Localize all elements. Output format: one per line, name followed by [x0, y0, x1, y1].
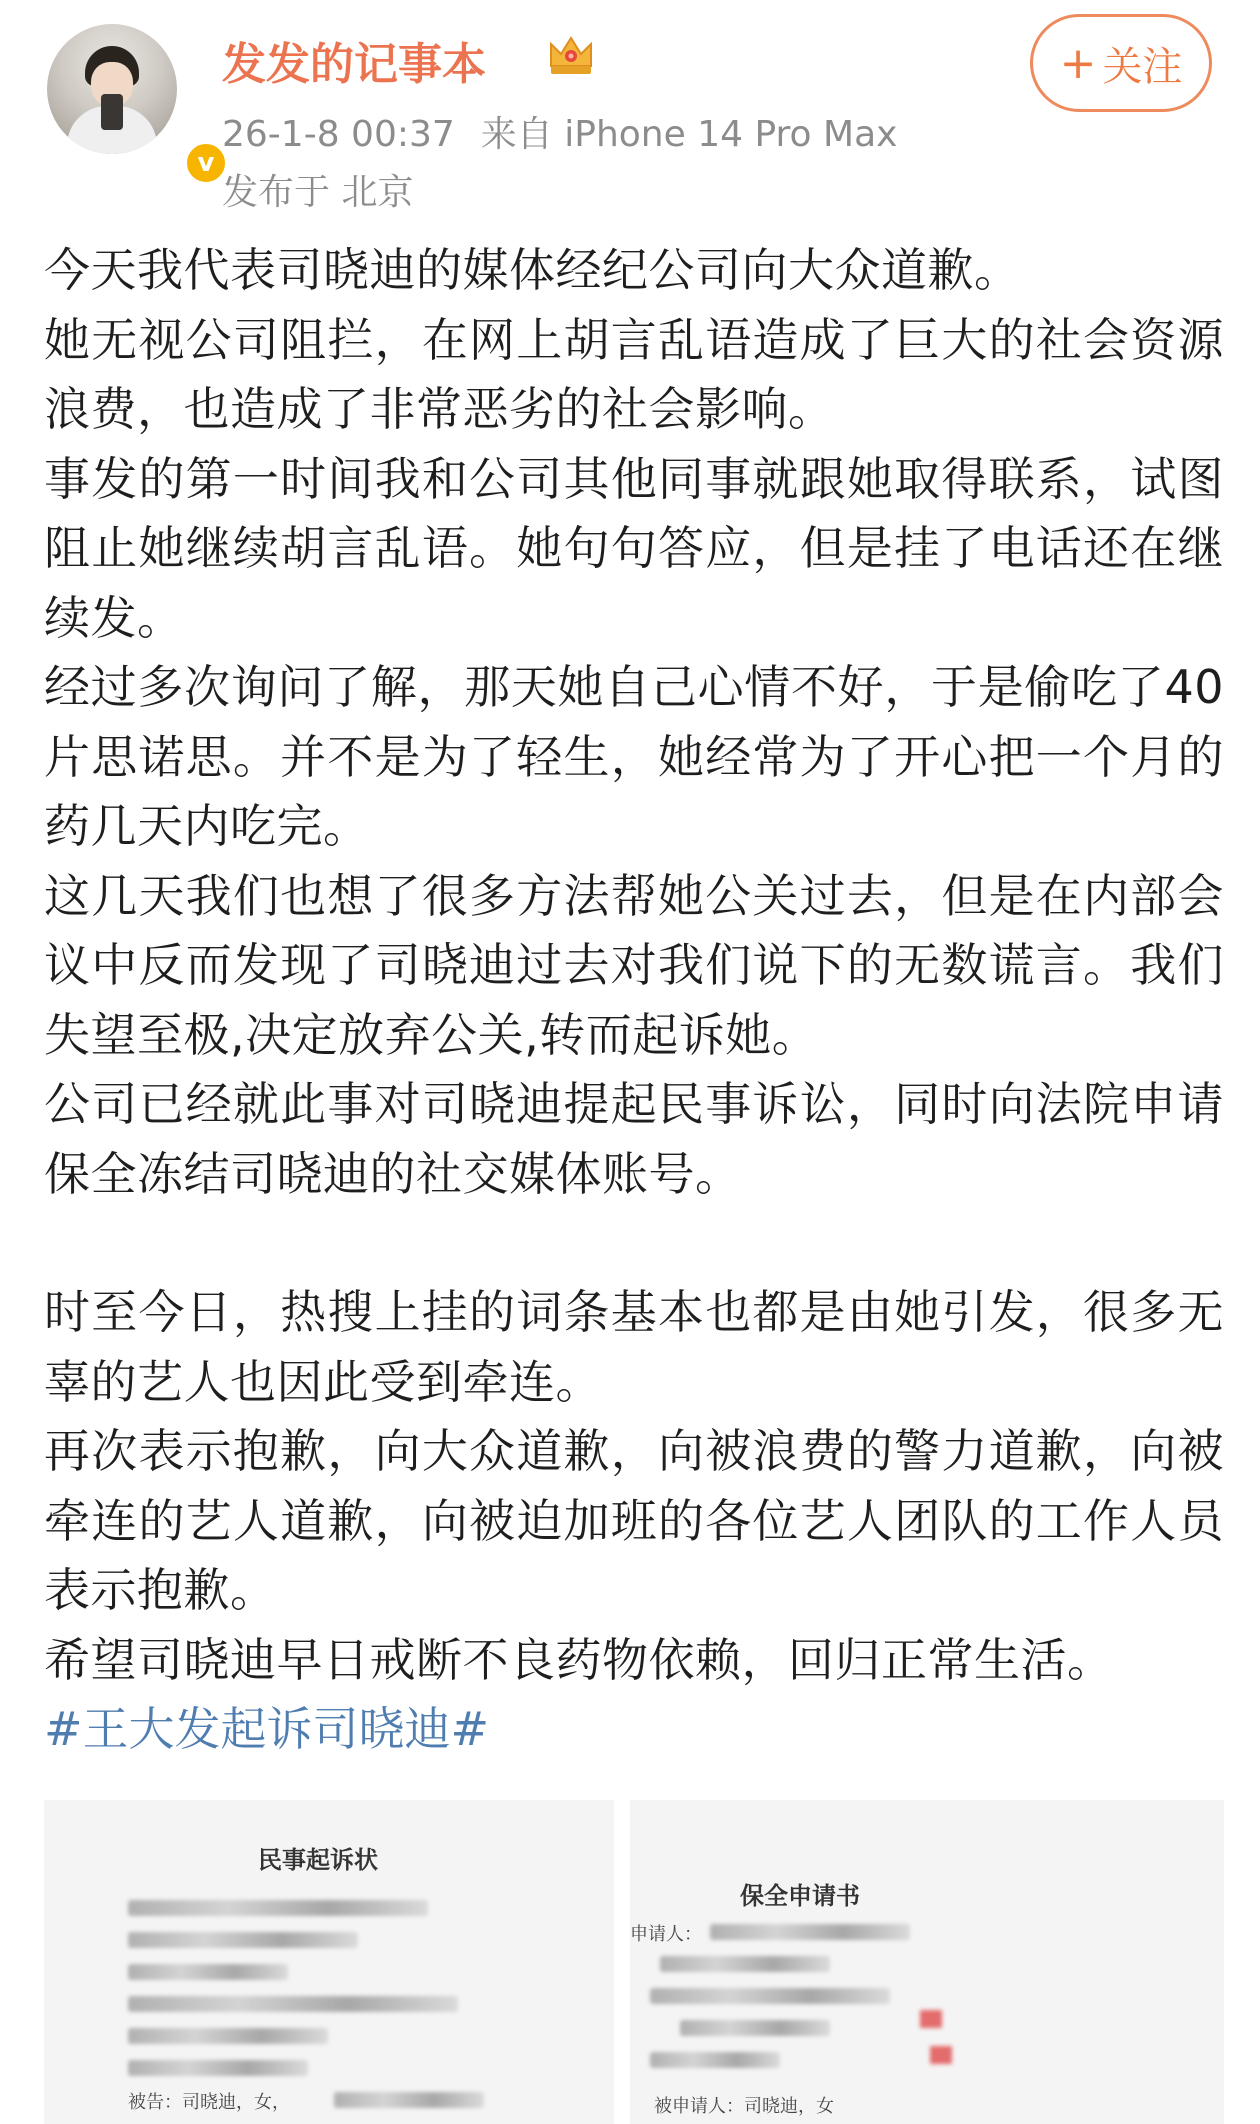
verified-badge-icon: v [183, 140, 229, 186]
crown-icon [545, 28, 597, 80]
avatar[interactable] [47, 24, 215, 178]
post-paragraph-8: 再次表示抱歉，向大众道歉，向被浪费的警力道歉，向被牵连的艺人道歉，向被迫加班的各位艺人团队的工作人员表示抱歉。 [44, 1424, 1224, 1617]
username[interactable]: 发发的记事本 [222, 39, 486, 90]
post-paragraph-6: 公司已经就此事对司晓迪提起民事诉讼，同时向法院申请保全冻结司晓迪的社交媒体账号。 [44, 1077, 1224, 1201]
post-location: 发布于 北京 [222, 172, 414, 213]
image-preservation-application[interactable] [630, 1800, 1224, 2124]
hashtag-link[interactable]: #王大发起诉司晓迪# [44, 1702, 490, 1756]
post-paragraph-4: 经过多次询问了解，那天她自己心情不好，于是偷吃了40片思诺思。并不是为了轻生，她经常为了开心把一个月的药几天内吃完。 [44, 660, 1224, 853]
post-paragraph-1: 今天我代表司晓迪的媒体经纪公司向大众道歉。 [44, 243, 1021, 297]
post-text [44, 236, 1224, 1765]
post-header [0, 0, 1260, 213]
document-label-bottom: 被申请人：司晓迪，女 [654, 2096, 834, 2117]
document-label: 被告：司晓迪，女， [128, 2092, 290, 2113]
post-images [44, 1800, 1224, 2124]
post-paragraph-9: 希望司晓迪早日戒断不良药物依赖，回归正常生活。 [44, 1632, 1114, 1687]
plus-icon: + [1059, 37, 1097, 89]
post-source: 来自 iPhone 14 Pro Max [480, 114, 898, 155]
document-title: 民事起诉状 [258, 1845, 378, 1874]
follow-button[interactable] [1030, 14, 1212, 112]
follow-label: 关注 [1102, 43, 1183, 90]
post-paragraph-2: 她无视公司阻拦，在网上胡言乱语造成了巨大的社会资源浪费，也造成了非常恶劣的社会影响。 [44, 312, 1224, 436]
post-meta [222, 106, 897, 157]
document-label-top: 申请人： [630, 1924, 702, 1945]
post-paragraph-3: 事发的第一时间我和公司其他同事就跟她取得联系，试图阻止她继续胡言乱语。她句句答应，但是挂了电话还在继续发。 [44, 451, 1224, 645]
image-complaint-document[interactable] [44, 1800, 614, 2124]
post-paragraph-5: 这几天我们也想了很多方法帮她公关过去，但是在内部会议中反而发现了司晓迪过去对我们说下的无数谎言。我们失望至极,决定放弃公关,转而起诉她。 [44, 868, 1224, 1062]
document-title: 保全申请书 [740, 1881, 860, 1910]
avatar-image [47, 24, 177, 154]
post-paragraph-7: 时至今日，热搜上挂的词条基本也都是由她引发，很多无辜的艺人也因此受到牵连。 [44, 1285, 1224, 1409]
post-timestamp: 26-1-8 00:37 [222, 114, 455, 155]
